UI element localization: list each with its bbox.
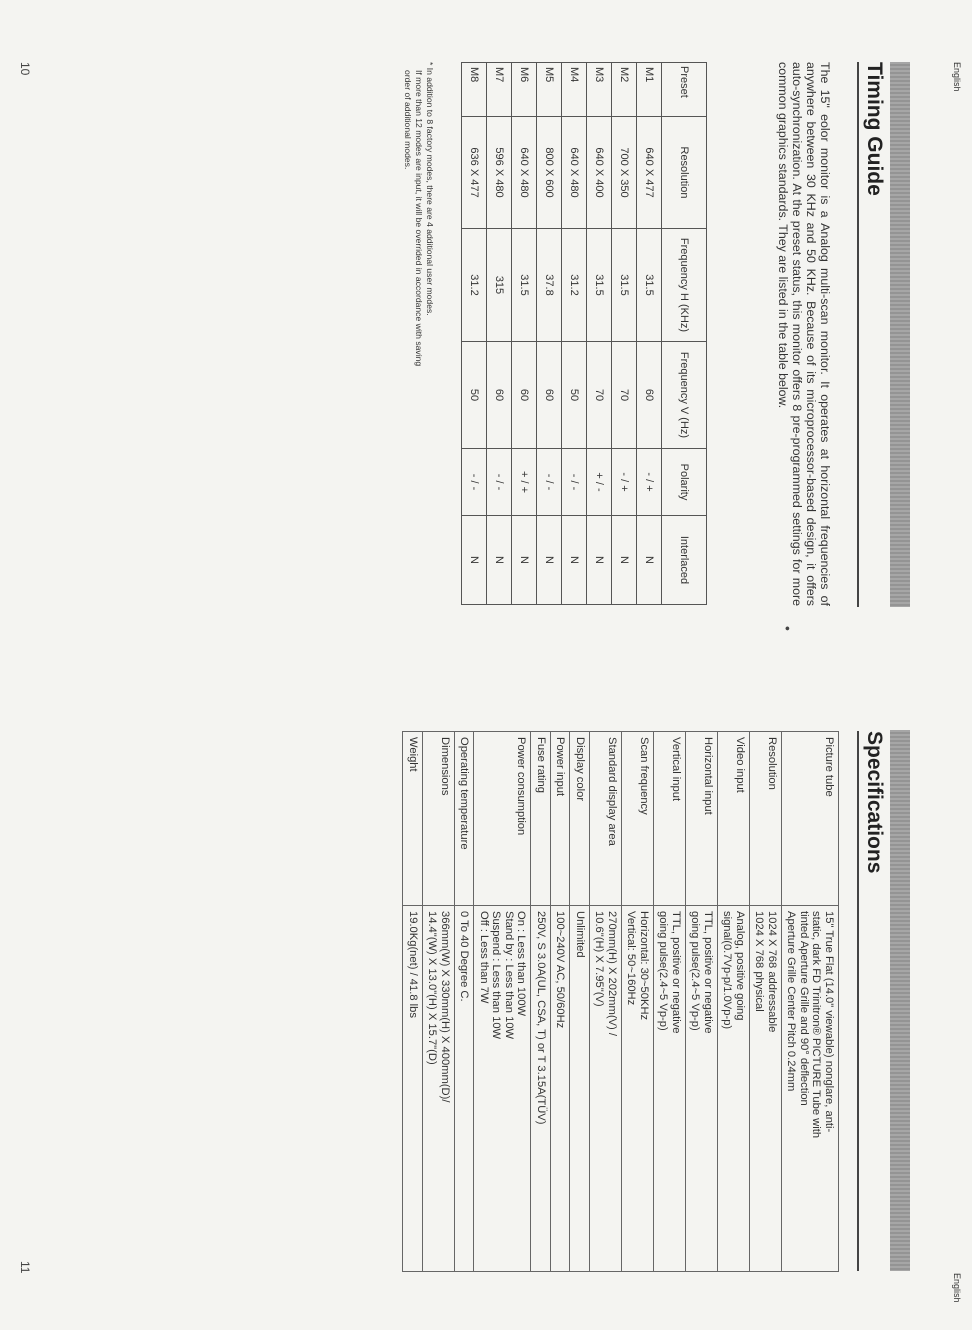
table-cell: N [612,516,637,605]
table-cell: 60 [487,342,512,449]
table-cell: 70 [612,342,637,449]
spec-label: Vertical input [654,732,686,906]
spec-value [590,906,622,1272]
spec-label: Video input [718,732,750,906]
spec-value-line: 270mm(H) X 202mm(V) / [606,911,618,1036]
table-cell: N [487,516,512,605]
table-row [487,63,512,605]
table-cell: N [537,516,562,605]
footnote-line: order of additional modes. [403,70,413,170]
spec-label: Fuse rating [531,732,551,906]
table-header-row [662,63,707,605]
spec-value-line: 1024 X 768 physical [753,911,766,1012]
header-banner [890,62,910,607]
table-cell: 315 [487,229,512,342]
spec-value-line: Suspend : Less than 10W [490,911,503,1040]
spec-value-line: 0 To 40 Degree C. [458,911,471,1002]
table-cell: M6 [512,63,537,117]
table-cell: 596 X 480 [487,117,512,229]
table-cell: 640 X 477 [637,117,662,229]
table-cell: M3 [587,63,612,117]
spec-value-line: Vertical: 50~160Hz [625,911,638,1006]
spec-row [403,732,423,1272]
spec-value-line: 10.6"(H) X 7.95"(V) [593,911,606,1007]
column-header: Frequency H (KHz) [662,229,707,342]
table-cell: N [562,516,587,605]
table-row [612,63,637,605]
spec-value-line: TTL, positive or negative [702,911,714,1034]
column-header: Resolution [662,117,707,229]
table-cell: - / - [462,449,487,516]
spec-value-line: signal(0.7Vp-p/1.0Vp-p) [721,911,734,1030]
spec-value [686,906,718,1272]
table-cell: 640 X 480 [562,117,587,229]
spec-value [551,906,571,1272]
spec-value [423,906,455,1272]
spec-value-line: Analog, positive going [734,911,746,1021]
spec-label: Display color [570,732,590,906]
right-page [0,665,972,1330]
spec-value-line: TTL, positive or negative [670,911,682,1034]
table-cell: - / + [637,449,662,516]
spec-row [590,732,622,1272]
spec-row [551,732,571,1272]
title-rule [857,731,859,1271]
table-cell: 50 [562,342,587,449]
spec-value [474,906,531,1272]
table-cell: 70 [587,342,612,449]
spec-value [455,906,475,1272]
table-cell: + / - [587,449,612,516]
spec-value-line: Off : Less than 7W [478,911,490,1004]
spec-value-line: static, dark FD Trinitron® PICTURE Tube with [810,911,823,1139]
spec-value-line: going pulse(2.4~5 Vp-p) [657,911,670,1031]
spec-value-line: Unlimited [574,911,586,958]
spec-row [750,732,782,1272]
spec-row [686,732,718,1272]
table-cell: N [462,516,487,605]
spec-value-line: going pulse(2.4~5 Vp-p) [689,911,702,1031]
page-number: 11 [18,1261,32,1274]
table-row [512,63,537,605]
spec-row [474,732,531,1272]
table-cell: N [637,516,662,605]
spec-row [531,732,551,1272]
table-cell: - / - [487,449,512,516]
table-cell: M5 [537,63,562,117]
specifications-table [403,731,840,1272]
spec-label: Power input [551,732,571,906]
spec-value-line: 366mm(W) X 330mm(H) X 400mm(D)/ [439,911,451,1103]
table-cell: 800 X 600 [537,117,562,229]
spec-value-line: Horizontal: 30~50KHz [638,911,650,1021]
column-header: Preset [662,63,707,117]
table-cell: 640 X 400 [587,117,612,229]
language-tag: English [952,1273,962,1303]
table-cell: 37.8 [537,229,562,342]
table-cell: 31.5 [587,229,612,342]
spec-value-line: Aperture Grille Center Pitch 0.24mm [785,911,798,1092]
spec-label: Scan frequency [622,732,654,906]
page-title: Timing Guide [863,62,886,196]
table-cell: 31.2 [562,229,587,342]
intro-paragraph: The 15" eolor monitor is a Analog multi-scan monitor. It operates at horizontal frequencies of anywhere between 30 KHz and 50 KHz. Because of its microprocessor-based design, it offers auto-synchronization. At the preset status, this monitor offers 8 pre-programmed settings for more common graphics standards. They are listed in the table below. [776,62,832,606]
spec-label: Standard display area [590,732,622,906]
page-number: 10 [18,62,32,76]
spec-value [654,906,686,1272]
table-cell: 50 [462,342,487,449]
spec-row [654,732,686,1272]
page-title: Specifications [863,731,886,874]
table-cell: M2 [612,63,637,117]
table-cell: 60 [512,342,537,449]
spec-value [782,906,839,1272]
table-row [462,63,487,605]
spec-row [622,732,654,1272]
spec-value [622,906,654,1272]
table-cell: 60 [637,342,662,449]
spec-value-line: 14.4"(W) X 13.0"(H) X 15.7"(D) [426,911,439,1065]
spec-value [531,906,551,1272]
language-tag: English [952,62,962,92]
timing-table [461,62,707,605]
table-cell: M1 [637,63,662,117]
spec-value-line: Stand by : Less than 10W [503,911,515,1040]
table-cell: 700 X 350 [612,117,637,229]
spec-label: Weight [403,732,423,906]
spec-value [750,906,782,1272]
table-cell: 31.5 [637,229,662,342]
column-header: Interlaced [662,516,707,605]
table-cell: 31.2 [462,229,487,342]
table-cell: + / + [512,449,537,516]
spec-row [570,732,590,1272]
table-cell: N [512,516,537,605]
footnote-line: * In addition to 8 factory modes, there are 4 additional user modes. [425,62,435,316]
spec-value [570,906,590,1272]
table-row [562,63,587,605]
stray-dot: • [780,626,796,631]
spec-value-line: 100~240V AC, 50/60Hz [554,911,567,1029]
spec-value-line: 250V, S 3.0A(UL, CSA, T) or T 3.15A(TÜV) [535,911,547,1125]
table-cell: 636 X 477 [462,117,487,229]
spec-row [718,732,750,1272]
spec-row [782,732,839,1272]
spec-label: Power consumption [474,732,531,906]
table-cell: 31.5 [512,229,537,342]
table-cell: - / + [612,449,637,516]
table-cell: 31.5 [612,229,637,342]
table-cell: - / - [562,449,587,516]
table-row [637,63,662,605]
spec-label: Operating temperature [455,732,475,906]
table-row [587,63,612,605]
table-cell: 640 X 480 [512,117,537,229]
header-banner [890,730,910,1271]
spec-value [718,906,750,1272]
column-header: Polarity [662,449,707,516]
spec-value-line: 15" True Flat (14.0" viewable) nonglare, anti- [823,911,835,1133]
spec-value-line: 19.0Kg(net) / 41.8 lbs [407,911,419,1018]
spec-label: Resolution [750,732,782,906]
table-cell: M8 [462,63,487,117]
spec-label: Horizontal input [686,732,718,906]
footnote [402,62,435,602]
spec-value-line: 1024 X 768 addressable [766,911,778,1033]
table-cell: N [587,516,612,605]
title-rule [857,62,859,607]
spec-row [455,732,475,1272]
spec-value [403,906,423,1272]
table-cell: M7 [487,63,512,117]
spec-value-line: tinted Aperture Grille and 90° deflection [798,911,810,1106]
table-cell: M4 [562,63,587,117]
spec-label: Picture tube [782,732,839,906]
spec-label: Dimensions [423,732,455,906]
column-header: Frequency V (Hz) [662,342,707,449]
spec-row [423,732,455,1272]
footnote-line: If more than 12 modes are input, it will be overrided in accordance with saving [414,70,424,367]
table-cell: 60 [537,342,562,449]
spec-value-line: On : Less than 100W [515,911,528,1017]
table-row [537,63,562,605]
table-cell: - / - [537,449,562,516]
